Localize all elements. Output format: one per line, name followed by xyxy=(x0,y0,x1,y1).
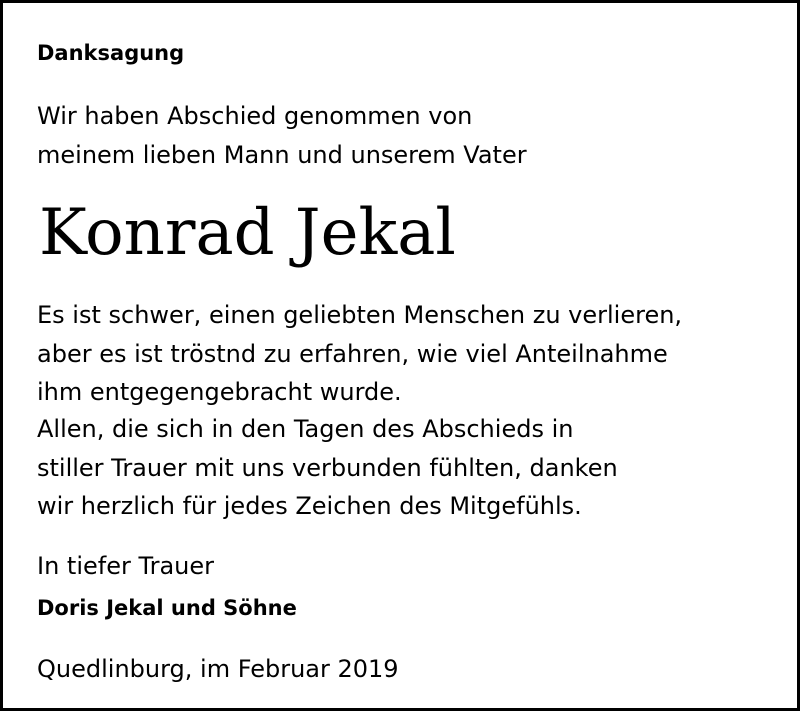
deceased-name: Konrad Jekal xyxy=(39,196,456,270)
closing-line: In tiefer Trauer xyxy=(37,552,215,580)
intro-line: Wir haben Abschied genommen von xyxy=(37,102,473,130)
signatories: Doris Jekal und Söhne xyxy=(37,596,297,620)
body-line: Allen, die sich in den Tagen des Abschieds in xyxy=(37,415,574,443)
place-date: Quedlinburg, im Februar 2019 xyxy=(37,655,399,683)
body-line: aber es ist tröstnd zu erfahren, wie viel Anteilnahme xyxy=(37,340,668,368)
body-line: Es ist schwer, einen geliebten Menschen zu verlieren, xyxy=(37,301,683,329)
body-line: ihm entgegengebracht wurde. xyxy=(37,378,402,406)
intro-line: meinem lieben Mann und unserem Vater xyxy=(37,141,527,169)
body-line: wir herzlich für jedes Zeichen des Mitgefühls. xyxy=(37,492,582,520)
notice-heading: Danksagung xyxy=(37,41,185,65)
body-line: stiller Trauer mit uns verbunden fühlten, danken xyxy=(37,454,618,482)
